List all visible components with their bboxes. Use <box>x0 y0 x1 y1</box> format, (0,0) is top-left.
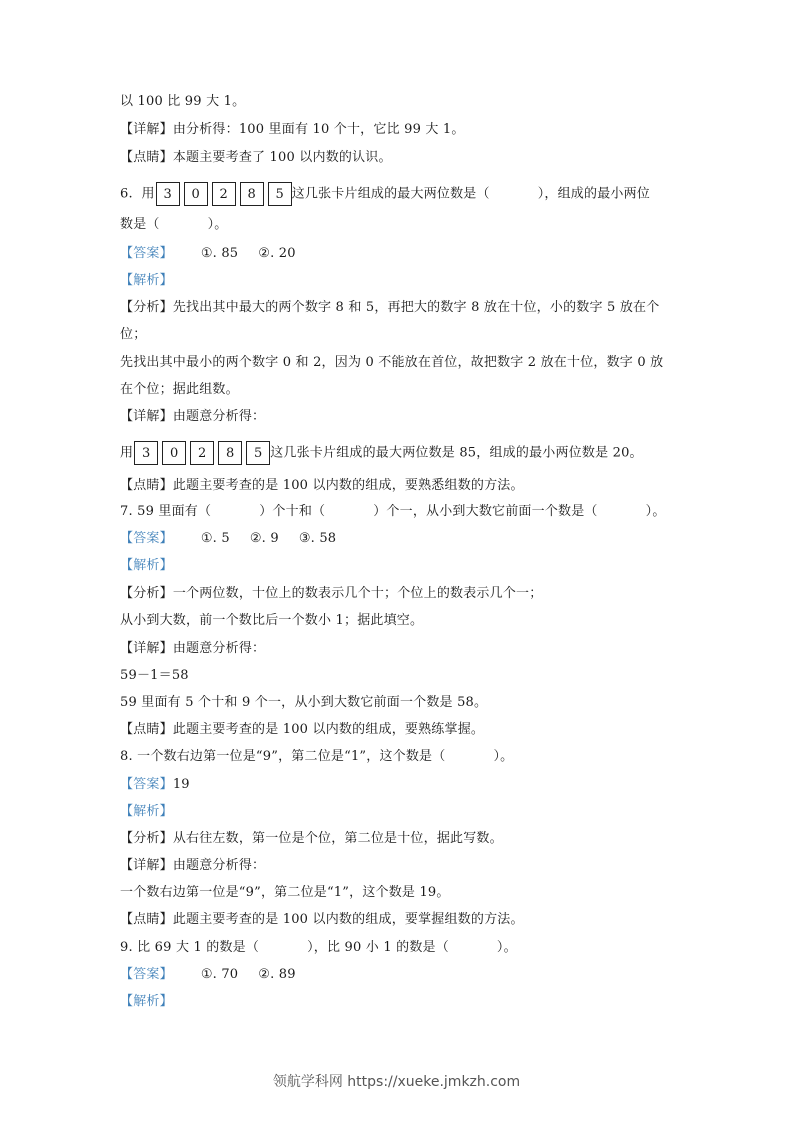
text-line: 用 3 0 2 8 5 这几张卡片组成的最大两位数是 85，组成的最小两位数是 20。 <box>120 441 643 465</box>
number-card: 8 <box>218 441 242 465</box>
question-6: 6. 用 3 0 2 8 5 这几张卡片组成的最大两位数是（ ），组成的最小两位 <box>120 182 650 206</box>
question-7: 7. 59 里面有（ ）个十和（ ）个一，从小到大数它前面一个数是（ ）。 <box>120 504 666 519</box>
number-card: 5 <box>246 441 270 465</box>
number-card: 8 <box>240 182 264 206</box>
answer-label: 【答案】 <box>120 531 173 546</box>
xiangjie-label: 【详解】 <box>120 122 173 137</box>
watermark-footer: 领航学科网 https://xueke.jmkzh.com <box>272 1074 521 1090</box>
answer-line: 【答案】 ①. 70 ②. 89 <box>120 967 296 982</box>
jiexi-line <box>120 803 173 821</box>
text-line: 59－1＝58 <box>120 668 189 683</box>
number-cards <box>134 441 270 465</box>
text-line: 位； <box>120 327 147 342</box>
number-card: 3 <box>134 441 158 465</box>
number-card: 5 <box>268 182 292 206</box>
answer-label: 【答案】 <box>120 246 173 261</box>
answer-label: 【答案】 <box>120 777 173 792</box>
number-card: 0 <box>184 182 208 206</box>
jiexi-label: 【解析】 <box>120 804 173 819</box>
number-card: 0 <box>162 441 186 465</box>
number-card: 3 <box>156 182 180 206</box>
answer-line: 【答案】 ①. 5 ②. 9 ③. 58 <box>120 531 337 546</box>
answer-line: 【答案】19 <box>120 777 190 792</box>
number-card: 2 <box>212 182 236 206</box>
question-8: 8. 一个数右边第一位是“9”，第二位是“1”，这个数是（ ）。 <box>120 749 514 764</box>
answer-line: 【答案】 ①. 85 ②. 20 <box>120 246 296 261</box>
text-line: 【详解】由题意分析得： <box>120 858 266 873</box>
text-line: 【详解】由题意分析得： <box>120 409 266 424</box>
answer-label: 【答案】 <box>120 967 173 982</box>
text-line: 【点睛】本题主要考查了 100 以内数的认识。 <box>120 150 392 165</box>
jiexi-label: 【解析】 <box>120 994 173 1009</box>
text-line: 数是（ ）。 <box>120 217 228 232</box>
jiexi-label: 【解析】 <box>120 273 173 288</box>
jiexi-line <box>120 993 173 1011</box>
text-line: 【点睛】此题主要考查的是 100 以内数的组成，要掌握组数的方法。 <box>120 912 524 927</box>
jiexi-label: 【解析】 <box>120 558 173 573</box>
text-line: 一个数右边第一位是“9”，第二位是“1”，这个数是 19。 <box>120 885 450 900</box>
jiexi-line <box>120 557 173 575</box>
text-line: 从小到大数，前一个数比后一个数小 1；据此填空。 <box>120 613 424 628</box>
jiexi-line <box>120 272 173 290</box>
text-line: 【分析】从右往左数，第一位是个位，第二位是十位，据此写数。 <box>120 831 503 846</box>
text-line: 【详解】由题意分析得： <box>120 641 266 656</box>
text-line: 先找出其中最小的两个数字 0 和 2，因为 0 不能放在首位，故把数字 2 放在十位，数字 0 放 <box>120 355 664 370</box>
text-line: 在个位；据此组数。 <box>120 382 239 397</box>
number-cards <box>156 182 292 206</box>
text-line: 【点睛】此题主要考查的是 100 以内数的组成，要熟练掌握。 <box>120 722 485 737</box>
text-line: 【分析】先找出其中最大的两个数字 8 和 5，再把大的数字 8 放在十位，小的数字 5 放在个 <box>120 300 660 315</box>
text-line: 【详解】由分析得：100 里面有 10 个十，它比 99 大 1。 <box>120 122 465 137</box>
question-9: 9. 比 69 大 1 的数是（ ），比 90 小 1 的数是（ ）。 <box>120 940 517 955</box>
number-card: 2 <box>190 441 214 465</box>
dianjing-label: 【点睛】 <box>120 150 173 165</box>
text-line: 【分析】一个两位数，十位上的数表示几个十；个位上的数表示几个一； <box>120 586 543 601</box>
text-line: 以 100 比 99 大 1。 <box>120 94 246 109</box>
text-line: 59 里面有 5 个十和 9 个一，从小到大数它前面一个数是 58。 <box>120 695 488 710</box>
text-line: 【点睛】此题主要考查的是 100 以内数的组成，要熟悉组数的方法。 <box>120 478 524 493</box>
